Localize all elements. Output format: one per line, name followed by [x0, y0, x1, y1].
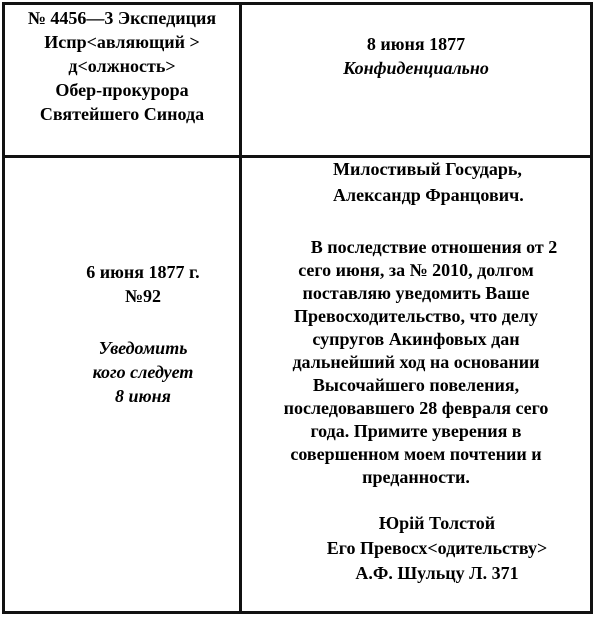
resolution-line: 8 июня — [115, 386, 171, 406]
resolution-line: кого следует — [92, 362, 194, 382]
paragraph-line: Превосходительство, что делу — [294, 306, 538, 326]
paragraph-line: В последствие отношения от 2 — [310, 237, 558, 257]
paragraph-line: дальнейший ход на основании — [292, 352, 540, 372]
header-line: Испр<авляющий > — [44, 32, 200, 52]
header-line: д<олжность> — [68, 56, 176, 76]
paragraph-line: поставляю уведомить Ваше — [302, 283, 530, 303]
paragraph-line: совершенном моем почтении и — [290, 444, 542, 464]
resolution-line: Уведомить — [98, 338, 188, 358]
paragraph-line: года. Примите уверения в — [310, 421, 522, 441]
paragraph-line: сего июня, за № 2010, долгом — [298, 260, 534, 280]
header-line: Обер-прокурора — [55, 80, 189, 100]
salutation-line: Александр Францович. — [333, 185, 524, 205]
header-line: Святейшего Синода — [39, 104, 205, 124]
addressee-line: А.Ф. Шульцу Л. 371 — [355, 563, 519, 583]
signature: Юрій Толстой — [378, 513, 496, 533]
incoming-number: №92 — [124, 286, 162, 306]
dispatch-number: № 4456—3 Экспедиция — [27, 8, 217, 28]
paragraph-line: Высочайшего повеления, — [312, 375, 520, 395]
classification-label: Конфиденциально — [343, 58, 489, 78]
paragraph-line: последовавшего 28 февраля сего — [283, 398, 549, 418]
letter-date: 8 июня 1877 — [366, 34, 466, 54]
addressee-line: Его Превосх<одительству> — [326, 538, 548, 558]
incoming-date: 6 июня 1877 г. — [86, 262, 200, 282]
paragraph-line: преданности. — [362, 467, 470, 487]
paragraph-line: супругов Акинфовых дан — [312, 329, 520, 349]
salutation-line: Милостивый Государь, — [333, 159, 522, 179]
